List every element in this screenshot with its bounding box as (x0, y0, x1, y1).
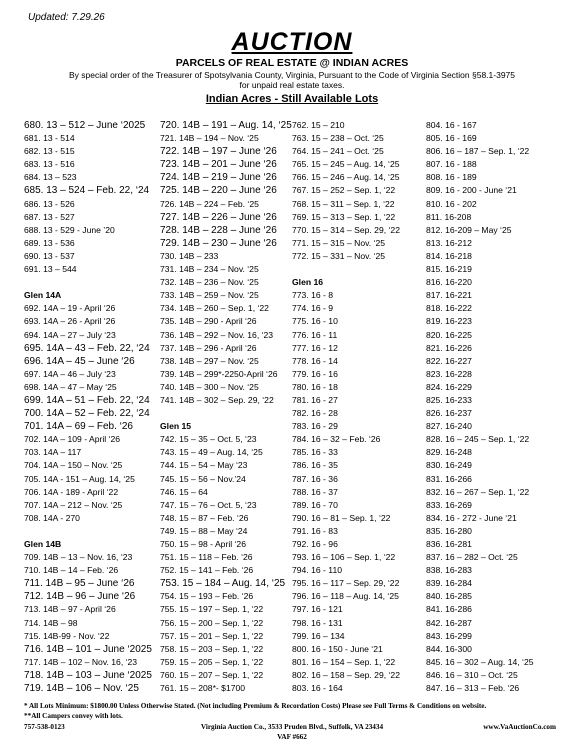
lot-entry: 735. 14B – 290 - April ‘26 (160, 316, 257, 327)
lot-entry: 779. 16 - 16 (292, 368, 338, 379)
lot-entry: 822. 16-227 (426, 355, 472, 366)
lot-entry: 739. 14B – 299*-2250-April ‘26 (160, 368, 278, 379)
lot-entry: 734. 14B – 260 – Sep. 1, ‘22 (160, 303, 269, 314)
lot-entry: 690. 13 - 537 (24, 250, 75, 261)
lot-entry: 681. 13 - 514 (24, 133, 75, 144)
lot-entry: 680. 13 – 512 – June ‘2025 (24, 120, 146, 131)
lot-entry: 841. 16-286 (426, 604, 472, 615)
lot-entry: 778. 16 - 14 (292, 355, 338, 366)
lot-column-2 (160, 119, 292, 695)
lot-entry: 741. 14B – 302 – Sep. 29, ‘22 (160, 394, 274, 405)
lot-entry: 719. 14B – 106 – Nov. ‘25 (24, 683, 139, 695)
lot-entry: 757. 15 – 201 – Sep. 1, ‘22 (160, 630, 264, 641)
lot-entry: 828. 16 – 245 – Sep. 1, ‘22 (426, 434, 530, 445)
lot-entry: 776. 16 - 11 (292, 329, 338, 340)
lot-entry: 782. 16 - 28 (292, 408, 338, 419)
lot-entry: 712. 14B – 96 – June ‘26 (24, 591, 136, 603)
lot-entry: 795. 16 – 117 – Sep. 29, ‘22 (292, 578, 400, 589)
lot-entry: 814. 16-218 (426, 250, 472, 261)
lot-entry: 736. 14B – 292 – Nov. 16, ‘23 (160, 329, 274, 340)
lot-entry: 715. 14B-99 - Nov. ‘22 (24, 630, 110, 641)
lot-entry: 817. 16-221 (426, 290, 472, 301)
lot-entry: 751. 15 – 118 – Feb. ‘26 (160, 552, 253, 563)
lot-entry: 744. 15 – 54 – May ‘23 (160, 460, 248, 471)
lot-entry: 787. 16 - 36 (292, 473, 338, 484)
lot-entry: 836. 16-281 (426, 539, 472, 549)
lot-entry: 818. 16-222 (426, 303, 472, 314)
footnote-campers: **All Campers convey with lots. (24, 712, 123, 720)
lot-entry: 727. 14B – 226 – June ‘26 (160, 211, 277, 223)
lot-entry: 705. 14A - 151 – Aug. 14, ‘25 (24, 473, 135, 484)
lot-entry: 726. 14B – 224 – Feb. ‘25 (160, 198, 259, 209)
footer-website: www.VaAuctionCo.com (483, 723, 556, 731)
lot-entry: 823. 16-228 (426, 368, 472, 379)
lot-entry: 781. 16 - 27 (292, 394, 338, 405)
lot-entry: 827. 16-240 (426, 421, 472, 432)
lot-column-4 (426, 119, 534, 695)
glen-heading: Glen 14A (24, 290, 62, 301)
lot-entry: 824. 16-229 (426, 381, 472, 392)
lot-entry: 790. 16 – 81 – Sep. 1, ‘22 (292, 512, 391, 523)
lot-entry: 701. 14A – 69 – Feb. ‘26 (24, 421, 133, 433)
lot-entry: 759. 15 – 205 – Sep. 1, ‘22 (160, 656, 264, 667)
lot-entry: 711. 14B – 95 – June ‘26 (24, 578, 135, 590)
lot-entry: 825. 16-233 (426, 394, 472, 405)
lot-entry: 747. 15 – 76 – Oct. 5, ‘23 (160, 499, 257, 510)
lot-entry: 772. 15 – 331 – Nov. ‘25 (292, 250, 386, 261)
lot-entry: 802. 16 – 158 – Sep. 29, ‘22 (292, 669, 400, 680)
lot-entry: 714. 14B – 98 (24, 617, 78, 628)
footer-phone: 757-538-0123 (24, 723, 65, 731)
lot-entry: 730. 14B – 233 (160, 250, 219, 261)
lot-entry: 799. 16 – 134 (292, 630, 345, 641)
lot-entry: 684. 13 – 523 (24, 172, 77, 183)
lot-entry: 742. 15 – 35 – Oct. 5, ‘23 (160, 434, 257, 445)
lot-entry: 768. 15 – 311 – Sep. 1, ‘22 (292, 198, 395, 209)
glen-heading: Glen 15 (160, 421, 192, 432)
lot-entry: 789. 16 - 70 (292, 499, 338, 510)
lot-entry: 831. 16-266 (426, 473, 472, 484)
lot-entry: 784. 16 – 32 – Feb. ‘26 (292, 434, 381, 445)
lot-entry: 686. 13 - 526 (24, 198, 75, 209)
lot-entry: 775. 16 - 10 (292, 316, 338, 327)
lot-entry: 813. 16-212 (426, 237, 472, 248)
lot-entry: 758. 15 – 203 – Sep. 1, ‘22 (160, 643, 264, 654)
lot-entry: 682. 13 - 515 (24, 146, 75, 157)
lot-entry: 816. 16-220 (426, 277, 472, 288)
lot-entry: 811. 16-208 (426, 211, 472, 222)
lot-entry: 766. 15 – 246 – Aug. 14, ‘25 (292, 172, 400, 183)
spacer (24, 276, 152, 289)
lot-entry: 725. 14B – 220 – June ‘26 (160, 185, 277, 197)
lot-entry: 695. 14A – 43 – Feb. 22, ‘24 (24, 342, 150, 354)
lot-entry: 834. 16 - 272 - June ‘21 (426, 512, 517, 523)
lot-entry: 820. 16-225 (426, 329, 472, 340)
footnote-minimum: * All Lots Minimum: $1800.00 Unless Otherwise Stated. (Not including Premium & Recordation Costs) Please see Full Terms & Conditions on website. (24, 702, 487, 710)
lot-entry: 835. 16-280 (426, 525, 472, 536)
lot-entry: 687. 13 - 527 (24, 211, 75, 222)
lot-entry: 743. 15 – 49 – Aug. 14, ‘25 (160, 447, 263, 458)
lot-entry: 819. 16-223 (426, 316, 472, 327)
lot-entry: 716. 14B – 101 – June ‘2025 (24, 643, 152, 655)
lot-entry: 724. 14B – 219 – June ‘26 (160, 172, 277, 184)
lot-entry: 762. 15 – 210 (292, 120, 345, 130)
lot-entry: 794. 16 - 110 (292, 565, 343, 576)
lot-entry: 771. 15 – 315 – Nov. ‘25 (292, 237, 386, 248)
lot-entry: 797. 16 - 121 (292, 604, 343, 615)
lot-entry: 791. 16 - 83 (292, 525, 338, 536)
lot-entry: 737. 14B – 296 - April ‘26 (160, 342, 257, 353)
lot-entry: 707. 14A – 212 – Nov. ‘25 (24, 499, 123, 510)
lot-entry: 838. 16-283 (426, 565, 472, 576)
lot-entry: 809. 16 - 200 - June ‘21 (426, 185, 517, 196)
glen-heading: Glen 14B (24, 539, 62, 549)
lot-entry: 773. 16 - 8 (292, 290, 334, 301)
lot-entry: 804. 16 - 167 (426, 120, 477, 130)
lot-entry: 829. 16-248 (426, 447, 472, 458)
lot-entry: 729. 14B – 230 – June ‘26 (160, 237, 277, 249)
lot-entry: 765. 15 – 245 – Aug. 14, ‘25 (292, 159, 400, 170)
lot-column-1 (24, 119, 152, 695)
lot-entry: 698. 14A – 47 – May ‘25 (24, 381, 117, 392)
lot-entry: 753. 15 – 184 – Aug. 14, ‘25 (160, 578, 286, 590)
lot-entry: 691. 13 – 544 (24, 264, 77, 275)
lot-entry: 837. 16 – 282 – Oct. ‘25 (426, 552, 518, 563)
lot-entry: 810. 16 - 202 (426, 198, 477, 209)
lot-entry: 722. 14B – 197 – June ‘26 (160, 146, 277, 158)
lot-entry: 770. 15 – 314 – Sep. 29, ‘22 (292, 224, 400, 235)
lot-entry: 780. 16 - 18 (292, 381, 338, 392)
lot-entry: 697. 14A – 46 – July ‘23 (24, 368, 116, 379)
lot-entry: 788. 16 - 37 (292, 486, 338, 497)
lot-entry: 769. 15 – 313 – Sep. 1, ‘22 (292, 211, 396, 222)
lot-entry: 710. 14B – 14 – Feb. ‘26 (24, 565, 119, 576)
lot-entry: 812. 16-209 – May ‘25 (426, 224, 512, 235)
lot-entry: 704. 14A – 150 – Nov. ‘25 (24, 460, 123, 471)
lot-entry: 760. 15 – 207 – Sep. 1, ‘22 (160, 669, 264, 680)
lot-entry: 713. 14B – 97 - April ‘26 (24, 604, 116, 615)
lot-entry: 764. 15 – 241 – Oct. ‘25 (292, 146, 384, 157)
glen-heading: Glen 16 (292, 277, 324, 288)
footer-vaf-number: VAF #662 (277, 733, 307, 741)
lot-entry: 746. 15 – 64 (160, 486, 208, 497)
lot-entry: 692. 14A – 19 - April ‘26 (24, 303, 116, 314)
lot-entry: 702. 14A – 109 - April ‘26 (24, 434, 121, 445)
lot-entry: 767. 15 – 252 – Sep. 1, ‘22 (292, 185, 396, 196)
updated-date: Updated: 7.29.26 (28, 12, 105, 23)
lot-entry: 728. 14B – 228 – June ‘26 (160, 224, 277, 236)
spacer (160, 407, 292, 420)
lot-entry: 740. 14B – 300 – Nov. ‘25 (160, 381, 259, 392)
lot-entry: 800. 16 - 150 - June ‘21 (292, 643, 383, 654)
lot-entry: 796. 16 – 118 – Aug. 14, ‘25 (292, 591, 399, 602)
lot-entry: 839. 16-284 (426, 578, 472, 589)
lot-entry: 723. 14B – 201 – June ‘26 (160, 159, 277, 171)
lot-entry: 752. 15 – 141 – Feb. ‘26 (160, 565, 254, 576)
lot-column-3 (292, 119, 400, 695)
spacer (24, 525, 152, 538)
lot-entry: 774. 16 - 9 (292, 303, 334, 314)
lot-entry: 761. 15 – 208*- $1700 (160, 683, 246, 694)
spacer (292, 263, 400, 276)
lot-entry: 777. 16 - 12 (292, 342, 338, 353)
lot-entry: 843. 16-299 (426, 630, 472, 641)
lot-entry: 750. 15 – 98 - April ‘26 (160, 539, 246, 549)
lot-entry: 699. 14A – 51 – Feb. 22, ‘24 (24, 394, 150, 406)
lot-entry: 709. 14B – 13 – Nov. 16, ‘23 (24, 552, 133, 563)
lot-entry: 683. 13 - 516 (24, 159, 75, 170)
lot-entry: 733. 14B – 259 – Nov. ‘25 (160, 290, 259, 301)
lot-entry: 815. 16-219 (426, 264, 472, 275)
lot-entry: 732. 14B – 236 – Nov. ‘25 (160, 277, 259, 288)
lot-entry: 807. 16 - 188 (426, 159, 477, 170)
lot-entry: 694. 14A – 27 – July ‘23 (24, 329, 116, 340)
description-line-1: By special order of the Treasurer of Spotsylvania County, Virginia, Pursuant to the Code of Virginia Section §58.1-3975 (68, 70, 516, 80)
lot-entry: 718. 14B – 103 – June ‘2025 (24, 669, 152, 681)
lot-entry: 696. 14A – 45 – June ‘26 (24, 355, 135, 367)
lot-entry: 717. 14B – 102 – Nov. 16, ‘23 (24, 656, 138, 667)
lot-entry: 693. 14A – 26 - April ‘26 (24, 316, 116, 327)
lot-entry: 745. 15 – 56 – Nov.’24 (160, 473, 246, 484)
lot-entry: 688. 13 - 529 - June ’20 (24, 224, 115, 235)
footer-company: Virginia Auction Co., 3533 Pruden Blvd., Suffolk, VA 23434 (200, 723, 384, 731)
lot-entry: 833. 16-269 (426, 499, 472, 510)
lot-entry: 821. 16-226 (426, 342, 472, 353)
lot-entry: 832. 16 – 267 – Sep. 1, ‘22 (426, 486, 530, 497)
lot-entry: 801. 16 – 154 – Sep. 1, ‘22 (292, 656, 396, 667)
lot-entry: 749. 15 – 88 – May ‘24 (160, 525, 248, 536)
lot-entry: 786. 16 - 35 (292, 460, 338, 471)
lot-entry: 840. 16-285 (426, 591, 472, 602)
page-subtitle: PARCELS OF REAL ESTATE @ INDIAN ACRES (175, 57, 409, 69)
lot-entry: 703. 14A – 117 (24, 447, 82, 458)
lot-entry: 805. 16 - 169 (426, 133, 477, 144)
lot-entry: 830. 16-249 (426, 460, 472, 471)
lot-entry: 793. 16 – 106 – Sep. 1, ‘22 (292, 552, 396, 563)
lot-entry: 756. 15 – 200 – Sep. 1, ‘22 (160, 617, 264, 628)
lot-entry: 806. 16 – 187 – Sep. 1, ‘22 (426, 146, 530, 157)
lot-entry: 842. 16-287 (426, 617, 472, 628)
lot-entry: 706. 14A - 189 - April ‘22 (24, 486, 119, 497)
lot-entry: 792. 16 - 96 (292, 539, 338, 549)
lot-entry: 844. 16-300 (426, 643, 472, 654)
description-line-2: for unpaid real estate taxes. (239, 80, 345, 90)
lot-entry: 685. 13 – 524 – Feb. 22, ‘24 (24, 185, 150, 197)
section-heading: Indian Acres - Still Available Lots (205, 93, 379, 105)
lot-entry: 826. 16-237 (426, 408, 472, 419)
lot-entry: 846. 16 – 310 – Oct. ‘25 (426, 669, 518, 680)
lot-entry: 708. 14A - 270 (24, 512, 80, 523)
lot-entry: 845. 16 – 302 – Aug. 14, ‘25 (426, 656, 534, 667)
lot-entry: 738. 14B – 297 – Nov. ‘25 (160, 355, 259, 366)
lot-entry: 731. 14B – 234 – Nov. ‘25 (160, 264, 259, 275)
lot-entry: 783. 16 - 29 (292, 421, 338, 432)
lot-entry: 689. 13 - 536 (24, 237, 75, 248)
lot-entry: 720. 14B – 191 – Aug. 14, ‘25 (160, 120, 292, 131)
lot-entry: 721. 14B – 194 – Nov. ‘25 (160, 133, 259, 144)
lot-entry: 700. 14A – 52 – Feb. 22, ‘24 (24, 408, 150, 420)
lot-entry: 803. 16 - 164 (292, 683, 343, 694)
lot-entry: 808. 16 - 189 (426, 172, 477, 183)
lot-entry: 754. 15 – 193 – Feb. ‘26 (160, 591, 254, 602)
lot-entry: 785. 16 - 33 (292, 447, 338, 458)
lot-entry: 798. 16 - 131 (292, 617, 343, 628)
lot-entry: 755. 15 – 197 – Sep. 1, ‘22 (160, 604, 264, 615)
lot-entry: 748. 15 – 87 – Feb. ‘26 (160, 512, 249, 523)
page-title: AUCTION (231, 28, 353, 56)
lot-entry: 847. 16 – 313 – Feb. ‘26 (426, 683, 520, 694)
lot-entry: 763. 15 – 238 – Oct. ‘25 (292, 133, 384, 144)
